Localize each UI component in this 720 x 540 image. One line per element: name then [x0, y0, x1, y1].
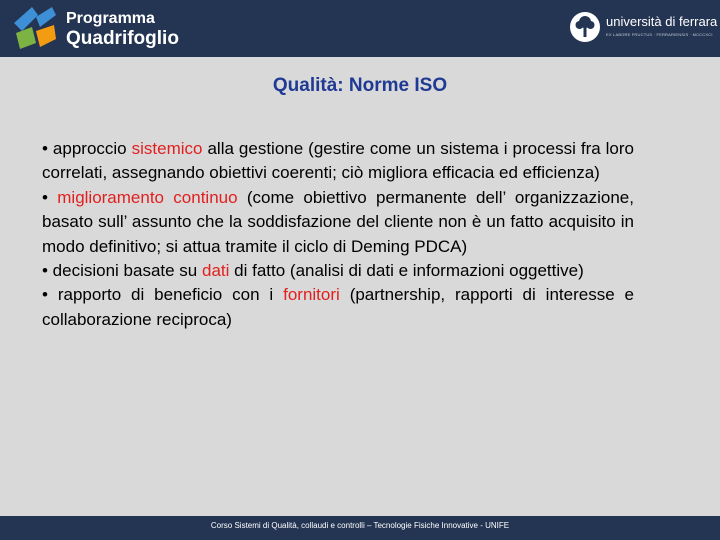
- brand-line-2: Quadrifoglio: [66, 28, 179, 49]
- bullet-highlight: sistemico: [131, 139, 203, 158]
- bullet-item: [42, 283, 634, 332]
- bullet-item: [42, 259, 634, 283]
- unife-logo: [568, 10, 716, 46]
- footer-text: Corso Sistemi di Qualità, collaudi e controlli – Tecnologie Fisiche Innovative - UNIFE: [210, 521, 510, 530]
- header-bar: [0, 0, 720, 57]
- bullet-text: •: [42, 187, 58, 207]
- bullet-highlight: fornitori: [283, 285, 340, 305]
- bullet-highlight: miglioramento continuo: [57, 187, 238, 207]
- programma-quadrifoglio-logo: [6, 3, 186, 53]
- bullet-text: (come obiettivo permanente dell’ organizzazione, basato sull’ assunto che la soddisfazione del cliente non è un fatto acquisito in modo definitivo; si attua tramite il ciclo di Deming PDCA): [42, 187, 634, 256]
- slide-body: [42, 137, 634, 332]
- slide-title: Qualità: Norme ISO: [272, 75, 448, 96]
- brand-name: [66, 11, 179, 48]
- bullet-item: [42, 137, 634, 186]
- bullet-highlight: dati: [202, 261, 230, 281]
- quadrifoglio-logo-icon: [6, 3, 62, 53]
- footer-bar: [0, 516, 720, 540]
- bullet-text: • approccio: [42, 139, 132, 158]
- unife-tree-logo-icon: [568, 10, 602, 44]
- bullet-text: • decisioni basate su: [42, 261, 202, 281]
- bullet-text: (partnership, rapporti di interesse e collaborazione reciproca): [42, 285, 635, 329]
- bullet-text: alla gestione (gestire come un sistema i processi fra loro correlati, assegnando obiettivi coerenti; ciò migliora efficacia ed efficienza): [42, 139, 635, 183]
- bullet-text: • rapporto di beneficio con i: [42, 285, 284, 305]
- university-tagline: EX LABORE FRUCTUS · FERRARIENSIS · MCCCXCI: [606, 32, 713, 37]
- brand-line-1: Programma: [66, 10, 155, 27]
- university-name: università di ferrara: [606, 14, 718, 29]
- bullet-text: di fatto (analisi di dati e informazioni oggettive): [229, 261, 584, 281]
- bullet-item: [42, 186, 634, 259]
